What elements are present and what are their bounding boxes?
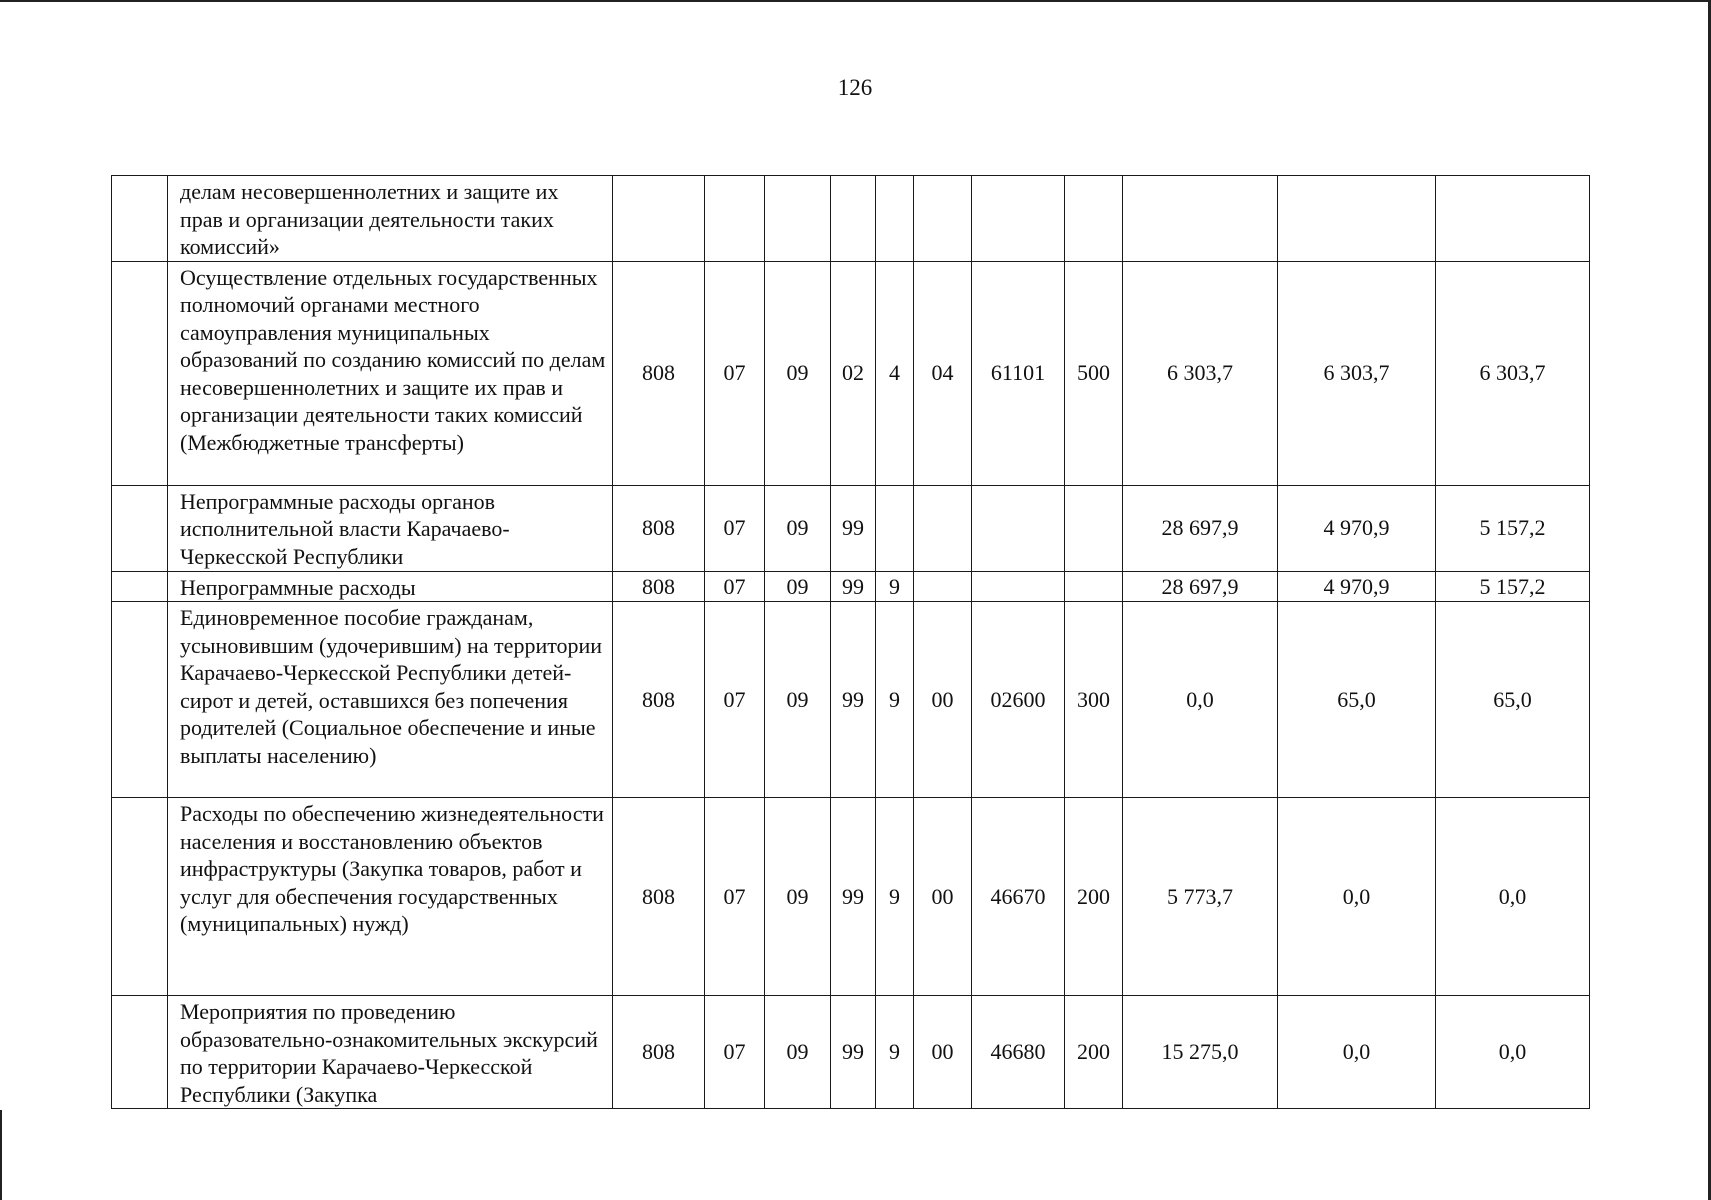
direction-cell [972,176,1065,262]
subsection-cell: 09 [765,485,831,571]
amount-year2-cell: 4 970,9 [1278,571,1436,602]
amount-year1-cell: 28 697,9 [1123,485,1278,571]
expense-type-cell: 300 [1065,602,1123,798]
section-cell: 07 [705,485,765,571]
scan-left-edge [0,1110,2,1200]
subsection-cell: 09 [765,261,831,485]
expense-type-cell: 200 [1065,798,1123,996]
amount-year2-cell: 0,0 [1278,996,1436,1109]
ved-cell: 808 [613,571,705,602]
section-cell [705,176,765,262]
table-row [112,798,1590,996]
section-cell: 07 [705,261,765,485]
ved-cell [613,176,705,262]
table-row [112,602,1590,798]
amount-year3-cell: 0,0 [1436,798,1590,996]
ved-cell: 808 [613,996,705,1109]
subprogram-cell [876,485,914,571]
ved-cell: 808 [613,485,705,571]
row-description: Непрограммные расходы [168,571,613,602]
scan-top-edge [0,0,1711,2]
amount-year2-cell: 4 970,9 [1278,485,1436,571]
amount-year3-cell: 65,0 [1436,602,1590,798]
row-description: Мероприятия по проведению образовательно-ознакомительных экскурсий по территории Карачаево-Черкесской Республики (Закупка [168,996,613,1109]
program-cell: 99 [831,485,876,571]
row-number-cell [112,602,168,798]
amount-year1-cell: 6 303,7 [1123,261,1278,485]
subprogram-cell: 9 [876,602,914,798]
subsection-cell: 09 [765,798,831,996]
row-description: Непрограммные расходы органов исполнительной власти Карачаево-Черкесской Республики [168,485,613,571]
budget-table [111,175,1590,1109]
direction-cell [972,485,1065,571]
row-number-cell [112,176,168,262]
table-row [112,485,1590,571]
program-cell: 99 [831,798,876,996]
row-number-cell [112,996,168,1109]
table-row [112,571,1590,602]
subsection-cell: 09 [765,602,831,798]
amount-year2-cell: 6 303,7 [1278,261,1436,485]
expense-type-cell: 200 [1065,996,1123,1109]
activity-cell [914,485,972,571]
amount-year3-cell: 0,0 [1436,996,1590,1109]
subprogram-cell: 4 [876,261,914,485]
subprogram-cell: 9 [876,571,914,602]
row-description: Единовременное пособие гражданам, усыновившим (удочерившим) на территории Карачаево-Черкесской Республики детей-сирот и детей, оставшихся без попечения родителей (Социальное обеспечение и иные выплаты населению) [168,602,613,798]
activity-cell [914,176,972,262]
subsection-cell: 09 [765,996,831,1109]
direction-cell: 46680 [972,996,1065,1109]
amount-year1-cell: 0,0 [1123,602,1278,798]
amount-year3-cell: 6 303,7 [1436,261,1590,485]
subsection-cell [765,176,831,262]
section-cell: 07 [705,996,765,1109]
row-number-cell [112,571,168,602]
table-row [112,176,1590,262]
row-number-cell [112,485,168,571]
amount-year2-cell: 65,0 [1278,602,1436,798]
expense-type-cell [1065,571,1123,602]
expense-type-cell [1065,485,1123,571]
direction-cell: 46670 [972,798,1065,996]
program-cell: 99 [831,996,876,1109]
program-cell [831,176,876,262]
amount-year1-cell: 15 275,0 [1123,996,1278,1109]
expense-type-cell: 500 [1065,261,1123,485]
ved-cell: 808 [613,602,705,798]
amount-year2-cell [1278,176,1436,262]
activity-cell: 00 [914,996,972,1109]
amount-year2-cell: 0,0 [1278,798,1436,996]
amount-year3-cell [1436,176,1590,262]
table-row [112,261,1590,485]
section-cell: 07 [705,798,765,996]
amount-year3-cell: 5 157,2 [1436,571,1590,602]
program-cell: 99 [831,602,876,798]
row-description: Расходы по обеспечению жизнедеятельности населения и восстановлению объектов инфраструктуры (Закупка товаров, работ и услуг для обеспечения государственных (муниципальных) нужд) [168,798,613,996]
direction-cell: 02600 [972,602,1065,798]
page-number: 126 [837,75,873,100]
amount-year1-cell: 28 697,9 [1123,571,1278,602]
subprogram-cell [876,176,914,262]
expense-type-cell [1065,176,1123,262]
subsection-cell: 09 [765,571,831,602]
program-cell: 99 [831,571,876,602]
amount-year3-cell: 5 157,2 [1436,485,1590,571]
direction-cell: 61101 [972,261,1065,485]
row-description: делам несовершеннолетних и защите их прав и организации деятельности таких комиссий» [168,176,613,262]
row-number-cell [112,261,168,485]
row-number-cell [112,798,168,996]
activity-cell: 00 [914,602,972,798]
subprogram-cell: 9 [876,798,914,996]
ved-cell: 808 [613,798,705,996]
activity-cell [914,571,972,602]
program-cell: 02 [831,261,876,485]
direction-cell [972,571,1065,602]
amount-year1-cell: 5 773,7 [1123,798,1278,996]
activity-cell: 00 [914,798,972,996]
section-cell: 07 [705,602,765,798]
subprogram-cell: 9 [876,996,914,1109]
row-description: Осуществление отдельных государственных полномочий органами местного самоуправления муниципальных образований по созданию комиссий по делам несовершеннолетних и защите их прав и организации деятельности таких комиссий (Межбюджетные трансферты) [168,261,613,485]
section-cell: 07 [705,571,765,602]
ved-cell: 808 [613,261,705,485]
activity-cell: 04 [914,261,972,485]
table-row [112,996,1590,1109]
amount-year1-cell [1123,176,1278,262]
